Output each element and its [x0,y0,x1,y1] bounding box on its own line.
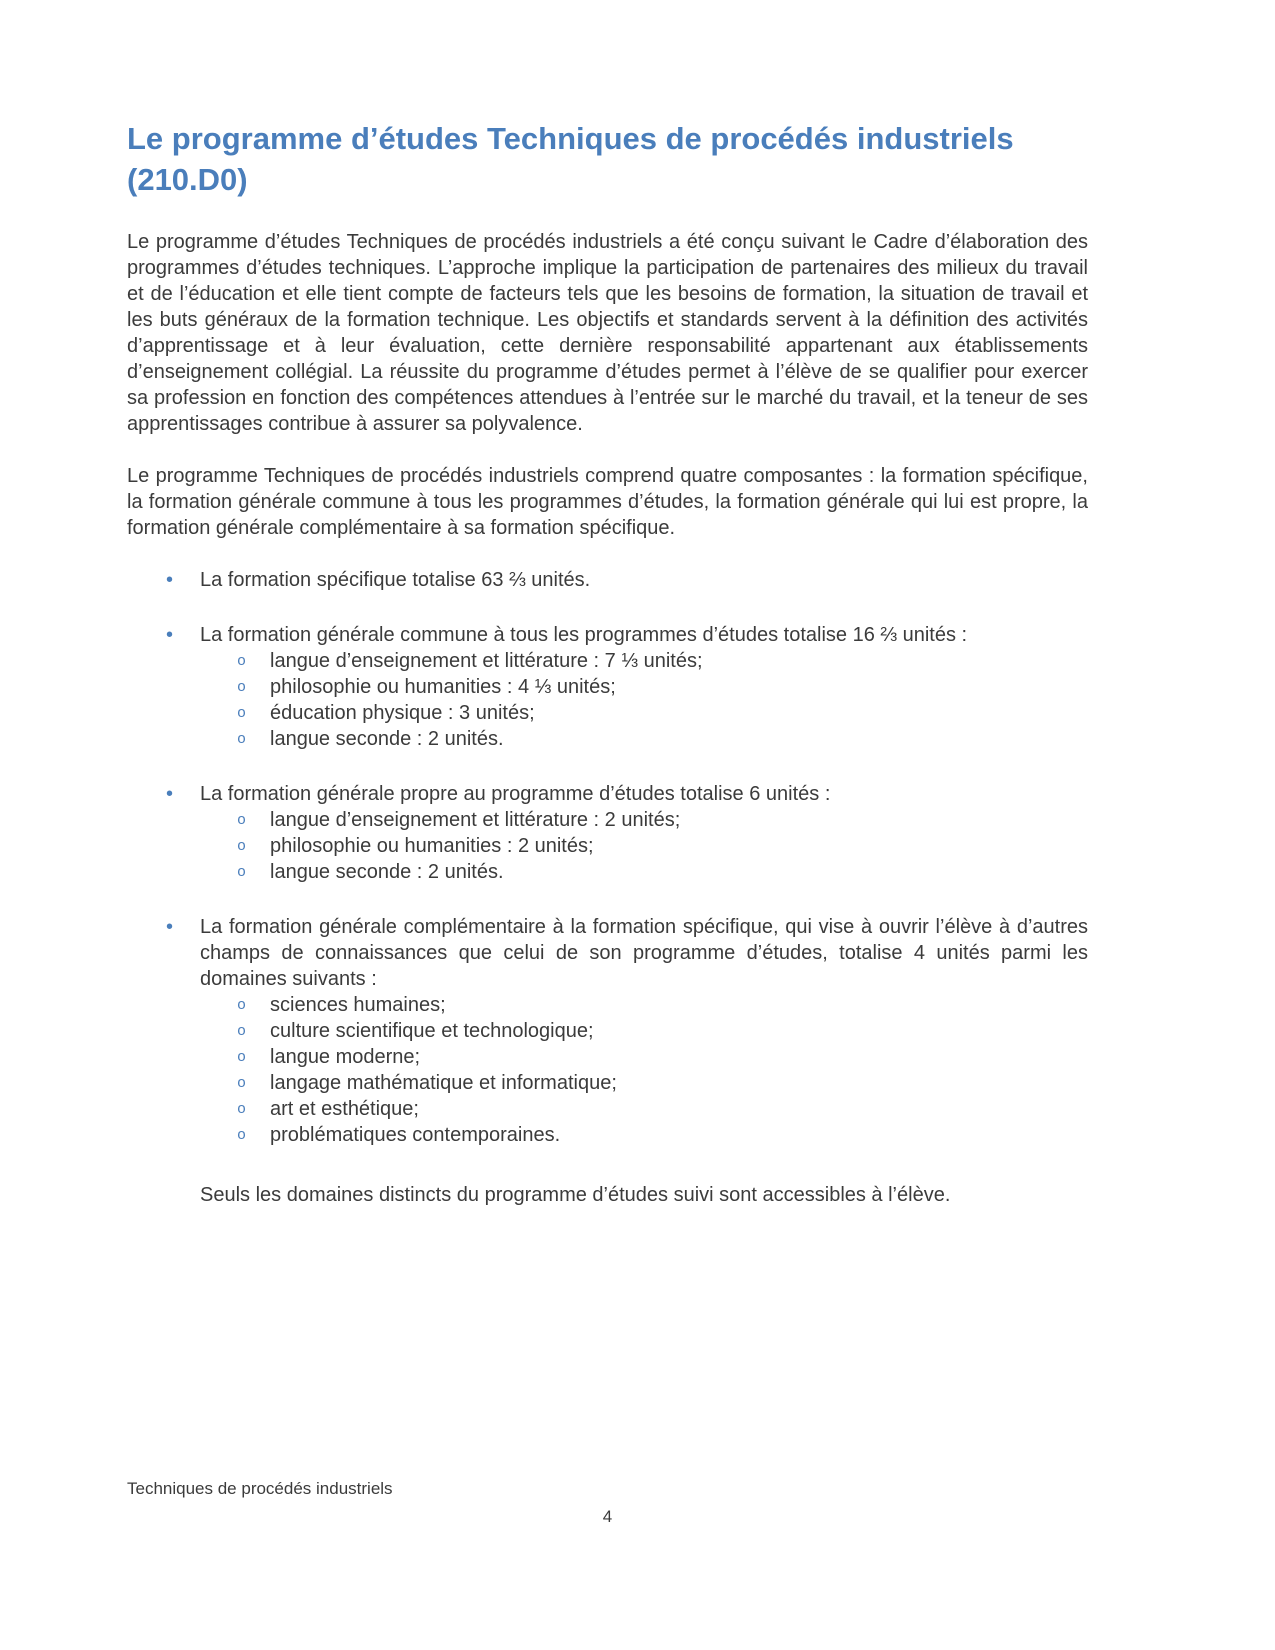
circle-bullet-icon: o [237,731,247,748]
list-item-formation-generale-commune [127,622,1088,752]
list-item-text: La formation générale propre au programme d’études totalise 6 unités : [200,783,831,805]
sub-list-item-text: langue d’enseignement et littérature : 7 ⅓ unités; [270,650,703,672]
circle-bullet-icon: o [237,653,247,670]
circle-bullet-icon: o [237,1023,247,1040]
list-item-formation-generale-complementaire [127,914,1088,1148]
sub-list-item-text: langue seconde : 2 unités. [270,861,504,883]
sub-list-item-text: philosophie ou humanities : 2 unités; [270,835,594,857]
intro-paragraph: Le programme d’études Techniques de procédés industriels a été conçu suivant le Cadre d’élaboration des programmes d’études techniques. L’approche implique la participation de partenaires des milieux du travail et de l’éducation et elle tient compte de facteurs tels que les besoins de formation, la situation de travail et les buts généraux de la formation technique. Les objectifs et standards servent à la définition des activités d’apprentissage et à leur évaluation, cette dernière responsabilité appartenant aux établissements d’enseignement collégial. La réussite du programme d’études permet à l’élève de se qualifier pour exercer sa profession en fonction des compétences attendues à l’entrée sur le marché du travail, et la teneur de ses apprentissages contribue à assurer sa polyvalence. [127,231,1088,435]
sub-list-item-text: art et esthétique; [270,1098,419,1120]
circle-bullet-icon: o [237,705,247,722]
bullet-icon: • [166,916,174,938]
sub-list-item [200,833,1088,859]
list-item-formation-generale-propre [127,781,1088,885]
sub-list-item [200,992,1088,1018]
circle-bullet-icon: o [237,812,247,829]
sub-list-item [200,1070,1088,1096]
page-number: 4 [602,1507,613,1526]
list-item-text: La formation générale commune à tous les programmes d’études totalise 16 ⅔ unités : [200,624,968,646]
circle-bullet-icon: o [237,1101,247,1118]
sub-list-item [200,1122,1088,1148]
list-item-text: La formation spécifique totalise 63 ⅔ unités. [200,569,591,591]
sub-list-item [200,648,1088,674]
sub-list-item-text: éducation physique : 3 unités; [270,702,535,724]
closing-paragraph: Seuls les domaines distincts du programme d’études suivi sont accessibles à l’élève. [200,1184,951,1206]
bullet-icon: • [166,624,174,646]
circle-bullet-icon: o [237,997,247,1014]
circle-bullet-icon: o [237,838,247,855]
sub-list-item-text: langue d’enseignement et littérature : 2 unités; [270,809,681,831]
bullet-icon: • [166,783,174,805]
sub-list-item [200,674,1088,700]
sub-list-item-text: problématiques contemporaines. [270,1124,561,1146]
footer-document-title: Techniques de procédés industriels [127,1479,393,1498]
sub-list-item-text: culture scientifique et technologique; [270,1020,594,1042]
sub-list-item [200,859,1088,885]
sub-list-item-text: philosophie ou humanities : 4 ⅓ unités; [270,676,616,698]
sub-list-item [200,726,1088,752]
sub-list-item-text: langage mathématique et informatique; [270,1072,617,1094]
list-item-formation-specifique [127,567,1088,593]
sub-list-item-text: langue seconde : 2 unités. [270,728,504,750]
list-item-text: La formation générale complémentaire à la formation spécifique, qui vise à ouvrir l’élève à d’autres champs de connaissances que celui de son programme d’études, totalise 4 unités parmi les domaines suivants : [200,916,1088,990]
page-footer [127,1478,1088,1527]
sub-list-item [200,807,1088,833]
sub-list-item-text: langue moderne; [270,1046,421,1068]
sub-list-item [200,700,1088,726]
sub-list-item [200,1044,1088,1070]
circle-bullet-icon: o [237,679,247,696]
components-paragraph: Le programme Techniques de procédés industriels comprend quatre composantes : la formation spécifique, la formation générale commune à tous les programmes d’études, la formation générale qui lui est propre, la formation générale complémentaire à sa formation spécifique. [127,465,1088,539]
sub-list-item [200,1018,1088,1044]
circle-bullet-icon: o [237,864,247,881]
sub-list-item [200,1096,1088,1122]
components-list [127,567,1088,1148]
circle-bullet-icon: o [237,1049,247,1066]
bullet-icon: • [166,569,174,591]
circle-bullet-icon: o [237,1127,247,1144]
sub-list-item-text: sciences humaines; [270,994,446,1016]
page-title: Le programme d’études Techniques de procédés industriels (210.D0) [127,121,1014,197]
circle-bullet-icon: o [237,1075,247,1092]
